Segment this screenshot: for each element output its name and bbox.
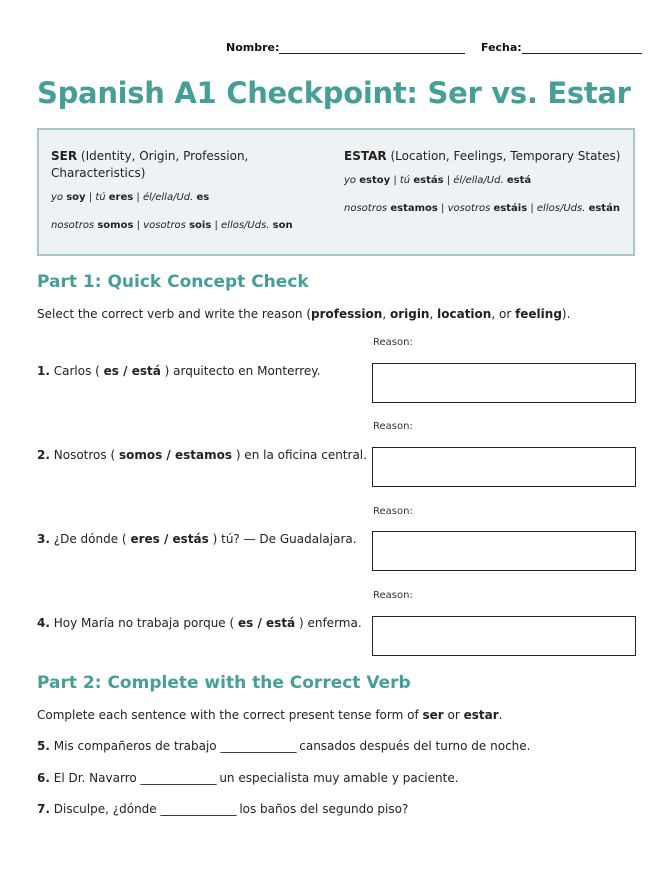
- part1-heading: Part 1: Quick Concept Check: [37, 272, 309, 292]
- item-5: 5. Mis compañeros de trabajo _______________ cansados después del turno de noche.: [37, 739, 531, 753]
- option-somos[interactable]: somos: [118, 448, 163, 462]
- ser-singular: yo soy | tú eres | él/ella/Ud. es: [51, 192, 210, 203]
- reason-label: Reason:: [373, 421, 413, 432]
- reason-label: Reason:: [373, 506, 413, 517]
- nombre-line[interactable]: [279, 42, 465, 54]
- reason-label: Reason:: [373, 590, 413, 601]
- question-4: 4. Hoy María no trabaja porque ( es / está ) enferma.: [37, 616, 362, 630]
- ser-plural: nosotros somos | vosotros sois | ellos/Uds. son: [51, 220, 293, 231]
- ser-desc-text: (Identity, Origin, Profession, Characteristics): [51, 149, 249, 180]
- item-6: 6. El Dr. Navarro _______________ un especialista muy amable y paciente.: [37, 771, 459, 785]
- estar-description: [344, 148, 629, 165]
- part1-instruction: Select the correct verb and write the reason (profession, origin, location, or feeling).: [37, 307, 571, 321]
- question-1: 1. Carlos ( es / está ) arquitecto en Monterrey.: [37, 364, 321, 378]
- nombre-label: Nombre:: [226, 41, 280, 54]
- question-3: 3. ¿De dónde ( eres / estás ) tú? — De Guadalajara.: [37, 532, 357, 546]
- reason-label: Reason:: [373, 337, 413, 348]
- estar-desc-text: (Location, Feelings, Temporary States): [390, 149, 621, 163]
- option-estas[interactable]: estás: [172, 532, 209, 546]
- part2-instruction: Complete each sentence with the correct present tense form of ser or estar.: [37, 708, 503, 722]
- option-estamos[interactable]: estamos: [174, 448, 232, 462]
- reason-input-1[interactable]: [372, 363, 636, 403]
- reason-input-2[interactable]: [372, 447, 636, 487]
- estar-heading: ESTAR: [344, 149, 387, 163]
- part2-heading: Part 2: Complete with the Correct Verb: [37, 673, 411, 693]
- estar-column: [344, 148, 629, 216]
- estar-plural: nosotros estamos | vosotros estáis | ellos/Uds. están: [344, 203, 620, 214]
- fecha-line[interactable]: [522, 42, 642, 54]
- answer-blank-6[interactable]: _______________: [140, 771, 216, 785]
- estar-singular: yo estoy | tú estás | él/ella/Ud. está: [344, 175, 532, 186]
- answer-blank-5[interactable]: _______________: [220, 739, 296, 753]
- option-es[interactable]: es: [238, 616, 254, 630]
- answer-blank-7[interactable]: _______________: [160, 802, 236, 816]
- option-esta[interactable]: está: [266, 616, 296, 630]
- fecha-label: Fecha:: [481, 41, 522, 54]
- option-es[interactable]: es: [103, 364, 119, 378]
- option-esta[interactable]: está: [131, 364, 161, 378]
- ser-heading: SER: [51, 149, 78, 163]
- question-2: 2. Nosotros ( somos / estamos ) en la oficina central.: [37, 448, 367, 462]
- ser-column: [51, 148, 311, 233]
- page-title: Spanish A1 Checkpoint: Ser vs. Estar: [37, 76, 631, 110]
- reason-input-3[interactable]: [372, 531, 636, 571]
- item-7: 7. Disculpe, ¿dónde _______________ los baños del segundo piso?: [37, 802, 409, 816]
- ser-description: [51, 148, 311, 182]
- conjugation-reference-box: [37, 128, 635, 256]
- option-eres[interactable]: eres: [130, 532, 160, 546]
- reason-input-4[interactable]: [372, 616, 636, 656]
- fecha-field[interactable]: [481, 41, 642, 54]
- nombre-field[interactable]: [226, 41, 465, 54]
